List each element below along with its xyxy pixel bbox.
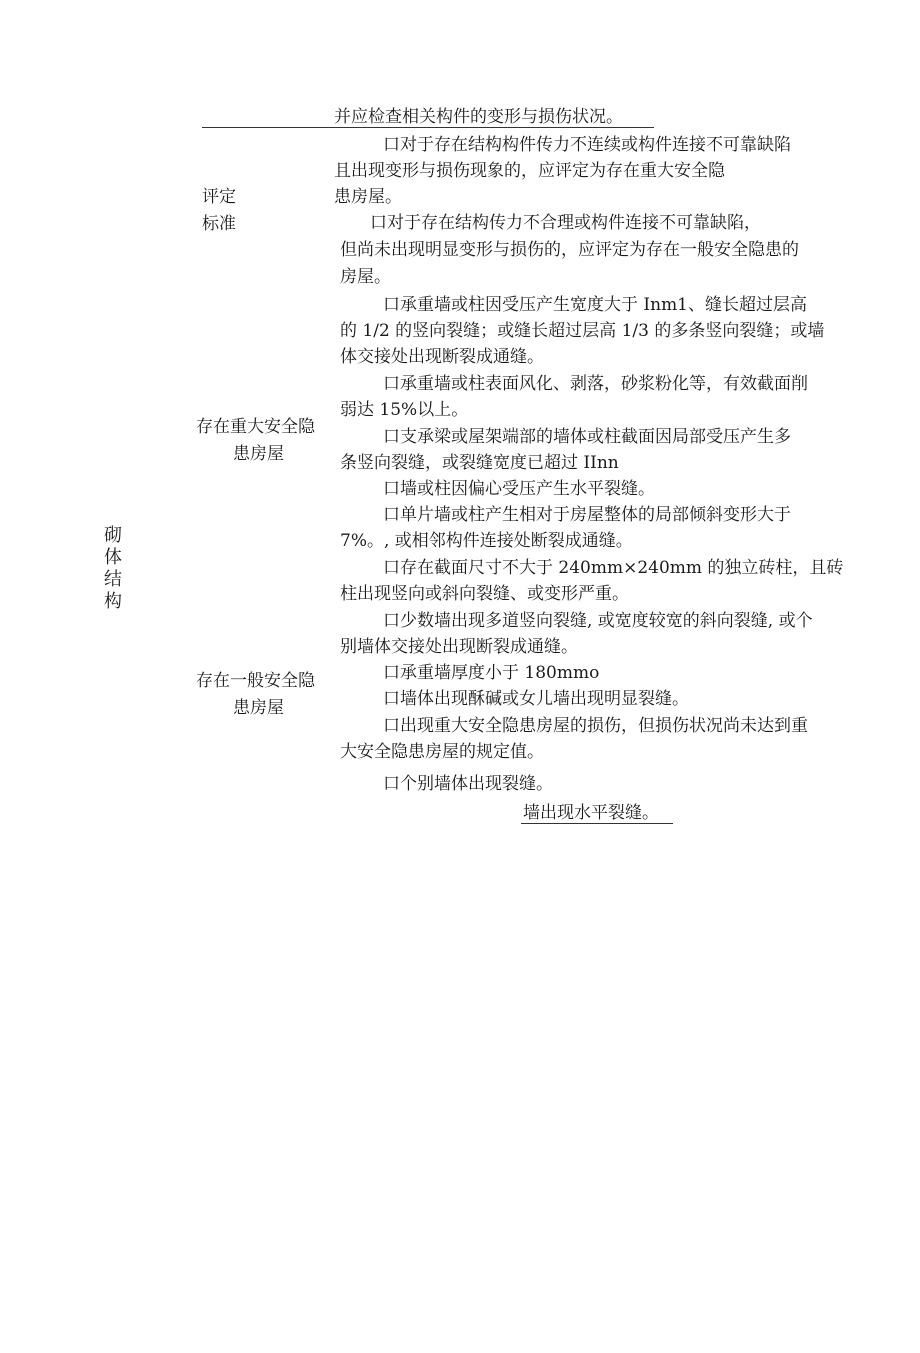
major-line: 口承重墙或柱因受压产生宽度大于 Inm1、缝长超过层高 (383, 295, 808, 315)
major-line: 7%。, 或相邻构件连接处断裂成通缝。 (340, 531, 633, 551)
category-char: 结 (104, 569, 122, 590)
major-label-2: 患房屋 (233, 444, 284, 464)
criteria-line: 口对于存在结构传力不合理或构件连接不可靠缺陷， (370, 213, 761, 233)
major-line: 柱出现竖向或斜向裂缝、或变形严重。 (340, 584, 629, 604)
criteria-line: 且出现变形与损伤现象的，应评定为存在重大安全隐 (334, 161, 725, 181)
major-line: 口墙或柱因偏心受压产生水平裂缝。 (383, 479, 655, 499)
major-line: 体交接处出现断裂成通缝。 (340, 347, 544, 367)
general-line: 口少数墙出现多道竖向裂缝, 或宽度较宽的斜向裂缝, 或个 (383, 611, 813, 631)
major-line: 条竖向裂缝，或裂缝宽度已超过 IInn (340, 453, 619, 473)
category-char: 体 (104, 547, 122, 568)
general-line: 口出现重大安全隐患房屋的损伤，但损伤状况尚未达到重 (383, 716, 808, 736)
major-line: 的 1/2 的竖向裂缝；或缝长超过层高 1/3 的多条竖向裂缝；或墙 (340, 321, 825, 341)
header-line: 并应检查相关构件的变形与损伤状况。 (334, 107, 623, 127)
footer-line: 墙出现水平裂缝。 (523, 803, 659, 823)
category-char: 砌 (104, 525, 122, 546)
major-line: 口承重墙或柱表面风化、剥落，砂浆粉化等，有效截面削 (383, 374, 808, 394)
criteria-line: 但尚未出现明显变形与损伤的，应评定为存在一般安全隐患的 (340, 240, 799, 260)
general-line: 别墙体交接处出现断裂成通缝。 (340, 637, 578, 657)
criteria-line: 患房屋。 (334, 187, 402, 207)
criteria-label-1: 评定 (202, 187, 236, 207)
general-line: 口墙体出现酥碱或女儿墙出现明显裂缝。 (383, 689, 689, 709)
major-line: 口单片墙或柱产生相对于房屋整体的局部倾斜变形大于 (383, 505, 791, 525)
major-line: 弱达 15%以上。 (340, 400, 469, 420)
major-label-1: 存在重大安全隐 (196, 417, 315, 437)
footer-rule (521, 823, 673, 824)
general-line: 口个别墙体出现裂缝。 (383, 774, 553, 794)
major-line: 口支承梁或屋架端部的墙体或柱截面因局部受压产生多 (383, 427, 791, 447)
criteria-line: 口对于存在结构构件传力不连续或构件连接不可靠缺陷 (383, 135, 791, 155)
major-line: 口存在截面尺寸不大于 240mm×240mm 的独立砖柱，且砖 (383, 558, 844, 578)
criteria-line: 房屋。 (340, 267, 391, 287)
general-line: 口承重墙厚度小于 180mmo (383, 663, 600, 683)
criteria-label-2: 标准 (202, 214, 236, 234)
general-line: 大安全隐患房屋的规定值。 (340, 742, 544, 762)
category-char: 构 (104, 591, 122, 612)
general-label-2: 患房屋 (233, 698, 284, 718)
general-label-1: 存在一般安全隐 (196, 671, 315, 691)
